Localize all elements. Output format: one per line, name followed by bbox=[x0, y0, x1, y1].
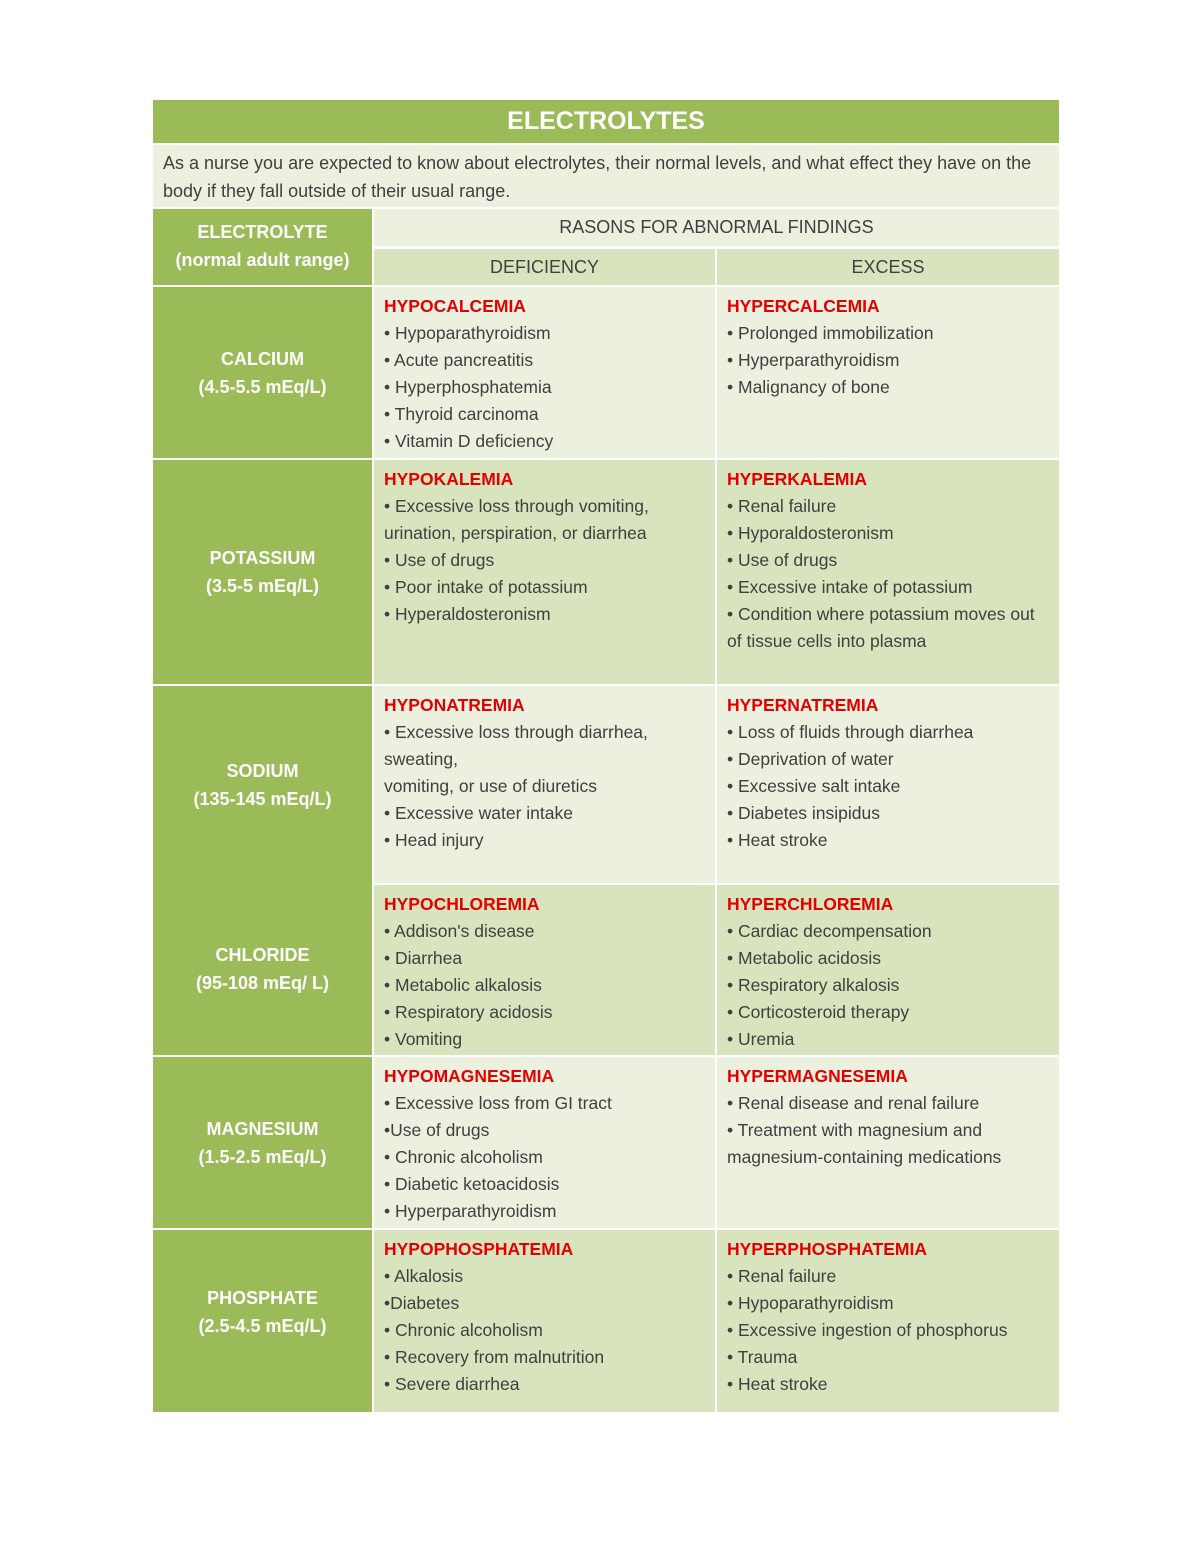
list-item: • Head injury bbox=[384, 830, 484, 850]
list-item: • Use of drugs bbox=[727, 550, 838, 570]
list-item: • Uremia bbox=[727, 1029, 795, 1049]
condition-title: HYPERCHLOREMIA bbox=[727, 894, 894, 914]
list-item: • Loss of fluids through diarrhea bbox=[727, 722, 974, 742]
list-item: • Heat stroke bbox=[727, 830, 828, 850]
list-item: • Excessive intake of potassium bbox=[727, 577, 973, 597]
condition-title: HYPERCALCEMIA bbox=[727, 296, 880, 316]
deficiency-cell-chloride bbox=[374, 885, 715, 1055]
list-item: • Metabolic alkalosis bbox=[384, 975, 542, 995]
page-title: ELECTROLYTES bbox=[153, 100, 1059, 143]
list-item: • Excessive ingestion of phosphorus bbox=[727, 1320, 1008, 1340]
condition-title: HYPERPHOSPHATEMIA bbox=[727, 1239, 927, 1259]
excess-cell-potassium bbox=[717, 460, 1059, 684]
electrolyte-range: (135-145 mEq/L) bbox=[193, 788, 332, 809]
condition-title: HYPERMAGNESEMIA bbox=[727, 1066, 908, 1086]
electrolyte-name: CALCIUM bbox=[221, 348, 304, 369]
electrolyte-header-cell bbox=[153, 209, 372, 285]
list-item: • Use of drugs bbox=[384, 550, 495, 570]
list-item: • Renal disease and renal failure bbox=[727, 1093, 980, 1113]
list-item: • Recovery from malnutrition bbox=[384, 1347, 605, 1367]
list-item: • Treatment with magnesium and magnesium-containing medications bbox=[727, 1120, 1002, 1167]
list-item: • Prolonged immobilization bbox=[727, 323, 934, 343]
list-item: • Malignancy of bone bbox=[727, 377, 890, 397]
row-label-magnesium bbox=[153, 1057, 372, 1228]
list-item: • Diabetic ketoacidosis bbox=[384, 1174, 560, 1194]
list-item: • Acute pancreatitis bbox=[384, 350, 534, 370]
electrolyte-name: CHLORIDE bbox=[215, 945, 310, 965]
list-item: • Deprivation of water bbox=[727, 749, 894, 769]
deficiency-cell-potassium bbox=[374, 460, 715, 684]
electrolyte-header-label: ELECTROLYTE bbox=[197, 222, 328, 242]
electrolyte-range: (95-108 mEq/ L) bbox=[195, 973, 330, 993]
deficiency-cell-phosphate bbox=[374, 1230, 715, 1412]
row-label-chloride bbox=[153, 883, 372, 1055]
condition-title: HYPOMAGNESEMIA bbox=[384, 1066, 555, 1086]
list-item: • Alkalosis bbox=[384, 1266, 464, 1286]
list-item: • Heat stroke bbox=[727, 1374, 828, 1394]
list-item: • Vitamin D deficiency bbox=[384, 431, 554, 451]
row-label-sodium bbox=[153, 686, 372, 883]
intro-text: As a nurse you are expected to know about electrolytes, their normal levels, and what effect they have on the body if they fall outside of their usual range. bbox=[153, 145, 1059, 207]
range-header-label: (normal adult range) bbox=[175, 250, 350, 270]
list-item: • Hypoparathyroidism bbox=[384, 323, 551, 343]
row-label-phosphate bbox=[153, 1230, 372, 1412]
list-item: • Hyperaldosteronism bbox=[384, 604, 551, 624]
list-item: • Cardiac decompensation bbox=[727, 921, 932, 941]
list-item: • Metabolic acidosis bbox=[727, 948, 881, 968]
list-item: • Hyporaldosteronism bbox=[727, 523, 894, 543]
list-item: •Use of drugs bbox=[384, 1120, 490, 1140]
list-item: • Renal failure bbox=[727, 496, 837, 516]
excess-cell-magnesium bbox=[717, 1057, 1059, 1228]
row-label-calcium bbox=[153, 287, 372, 458]
electrolyte-name: SODIUM bbox=[226, 760, 299, 781]
condition-title: HYPERKALEMIA bbox=[727, 469, 868, 489]
excess-cell-phosphate bbox=[717, 1230, 1059, 1412]
list-item: • Chronic alcoholism bbox=[384, 1320, 543, 1340]
list-item: • Renal failure bbox=[727, 1266, 837, 1286]
list-item: • Diabetes insipidus bbox=[727, 803, 881, 823]
list-item: • Respiratory alkalosis bbox=[727, 975, 900, 995]
list-item: • Hyperparathyroidism bbox=[727, 350, 900, 370]
list-item: • Excessive salt intake bbox=[727, 776, 901, 796]
electrolyte-name: PHOSPHATE bbox=[207, 1288, 318, 1308]
electrolyte-range: (3.5-5 mEq/L) bbox=[205, 576, 320, 596]
deficiency-header: DEFICIENCY bbox=[374, 249, 715, 285]
electrolytes-sheet bbox=[153, 100, 1059, 1412]
list-item: • Hypoparathyroidism bbox=[727, 1293, 894, 1313]
list-item: • Hyperparathyroidism bbox=[384, 1201, 557, 1221]
list-item: • Corticosteroid therapy bbox=[727, 1002, 910, 1022]
excess-cell-chloride bbox=[717, 885, 1059, 1055]
list-item: • Excessive loss through diarrhea, sweating, bbox=[384, 722, 648, 769]
electrolyte-range: (1.5-2.5 mEq/L) bbox=[198, 1146, 327, 1167]
electrolyte-name: POTASSIUM bbox=[209, 548, 316, 568]
list-item: • Condition where potassium moves out of tissue cells into plasma bbox=[727, 604, 1035, 651]
list-item: • Excessive water intake bbox=[384, 803, 573, 823]
list-item: • Vomiting bbox=[384, 1029, 463, 1049]
excess-cell-calcium bbox=[717, 287, 1059, 458]
list-item: • Excessive loss from GI tract bbox=[384, 1093, 612, 1113]
list-item: • Diarrhea bbox=[384, 948, 463, 968]
condition-title: HYPOKALEMIA bbox=[384, 469, 514, 489]
deficiency-cell-magnesium bbox=[374, 1057, 715, 1228]
excess-cell-sodium bbox=[717, 686, 1059, 883]
list-item: • Excessive loss through vomiting, urination, perspiration, or diarrhea bbox=[384, 496, 649, 543]
electrolyte-name: MAGNESIUM bbox=[206, 1118, 319, 1139]
list-item: • Thyroid carcinoma bbox=[384, 404, 539, 424]
list-item: • Respiratory acidosis bbox=[384, 1002, 553, 1022]
list-item: •Diabetes bbox=[384, 1293, 460, 1313]
condition-title: HYPOCHLOREMIA bbox=[384, 894, 540, 914]
deficiency-cell-calcium bbox=[374, 287, 715, 458]
list-item: • Poor intake of potassium bbox=[384, 577, 588, 597]
list-item: • Trauma bbox=[727, 1347, 798, 1367]
electrolyte-range: (4.5-5.5 mEq/L) bbox=[198, 376, 327, 397]
reasons-header: RASONS FOR ABNORMAL FINDINGS bbox=[374, 209, 1059, 246]
list-item: • Severe diarrhea bbox=[384, 1374, 520, 1394]
list-item: vomiting, or use of diuretics bbox=[384, 776, 598, 796]
condition-title: HYPOPHOSPHATEMIA bbox=[384, 1239, 574, 1259]
row-label-potassium bbox=[153, 460, 372, 684]
condition-title: HYPOCALCEMIA bbox=[384, 296, 526, 316]
condition-title: HYPERNATREMIA bbox=[727, 695, 879, 715]
list-item: • Addison's disease bbox=[384, 921, 535, 941]
deficiency-cell-sodium bbox=[374, 686, 715, 883]
list-item: • Chronic alcoholism bbox=[384, 1147, 543, 1167]
list-item: • Hyperphosphatemia bbox=[384, 377, 552, 397]
electrolyte-range: (2.5-4.5 mEq/L) bbox=[198, 1316, 327, 1336]
condition-title: HYPONATREMIA bbox=[384, 695, 525, 715]
excess-header: EXCESS bbox=[717, 249, 1059, 285]
